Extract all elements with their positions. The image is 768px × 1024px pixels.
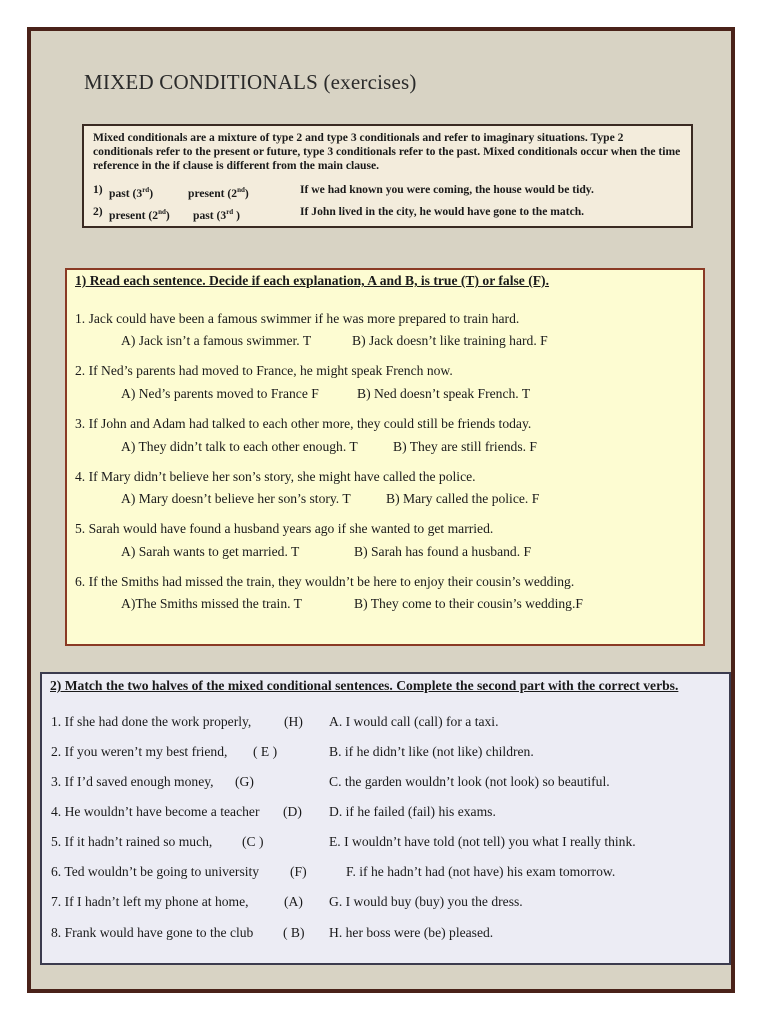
ex2-answer-5: (C ) <box>242 834 264 849</box>
ex2-right-2: B. if he didn’t like (not like) children. <box>329 744 534 759</box>
example-tense-a: past (3rd) <box>109 186 154 200</box>
ex2-left-7: 7. If I hadn’t left my phone at home, <box>51 894 249 909</box>
ex2-answer-1: (H) <box>284 714 303 729</box>
example-tense-b: past (3rd ) <box>193 208 240 222</box>
ex1-sentence-3: 3. If John and Adam had talked to each other more, they could still be friends today. <box>75 416 532 431</box>
ex2-answer-3: (G) <box>235 774 254 789</box>
ex1-sentence-4: 4. If Mary didn’t believe her son’s story, she might have called the police. <box>75 469 476 484</box>
ex1-option-a-5: A) Sarah wants to get married. T <box>121 544 300 559</box>
example-num: 1) <box>93 183 103 196</box>
ex1-option-a-3: A) They didn’t talk to each other enough. T <box>121 439 358 454</box>
ex2-right-6: F. if he hadn’t had (not have) his exam tomorrow. <box>346 864 616 879</box>
ex2-left-6: 6. Ted wouldn’t be going to university <box>51 864 260 879</box>
ex1-sentence-6: 6. If the Smiths had missed the train, they wouldn’t be here to enjoy their cousin’s wedding. <box>75 574 575 589</box>
ex2-left-4: 4. He wouldn’t have become a teacher <box>51 804 260 819</box>
example-sentence: If John lived in the city, he would have gone to the match. <box>300 205 585 218</box>
example-tense-a: present (2nd) <box>109 208 170 222</box>
intro-paragraph: Mixed conditionals are a mixture of type 2 and type 3 conditionals and refer to imaginary situations. Type 2 conditionals refer to the present or future, type 3 conditionals refer to the past. Mixed conditionals occur when the time reference in the if clause is different from the main clause. <box>93 131 681 173</box>
ex1-option-b-1: B) Jack doesn’t like training hard. F <box>352 333 548 348</box>
ex1-sentence-1: 1. Jack could have been a famous swimmer if he was more prepared to train hard. <box>75 311 520 326</box>
ex1-option-a-6: A)The Smiths missed the train. T <box>121 596 302 611</box>
page-title <box>84 70 417 95</box>
ex1-option-a-4: A) Mary doesn’t believe her son’s story. T <box>121 491 351 506</box>
example-num: 2) <box>93 205 103 218</box>
exercise-1-heading: 1) Read each sentence. Decide if each explanation, A and B, is true (T) or false (F). <box>75 273 549 288</box>
ex2-right-3: C. the garden wouldn’t look (not look) so beautiful. <box>329 774 610 789</box>
ex2-answer-8: ( B) <box>283 925 305 940</box>
ex2-left-1: 1. If she had done the work properly, <box>51 714 252 729</box>
ex2-right-1: A. I would call (call) for a taxi. <box>329 714 499 729</box>
ex2-left-3: 3. If I’d saved enough money, <box>51 774 214 789</box>
ex1-option-b-3: B) They are still friends. F <box>393 439 537 454</box>
ex1-option-b-5: B) Sarah has found a husband. F <box>354 544 532 559</box>
ex2-left-2: 2. If you weren’t my best friend, <box>51 744 228 759</box>
ex1-option-b-2: B) Ned doesn’t speak French. T <box>357 386 531 401</box>
ex1-sentence-5: 5. Sarah would have found a husband years ago if she wanted to get married. <box>75 521 494 536</box>
ex1-option-a-1: A) Jack isn’t a famous swimmer. T <box>121 333 312 348</box>
example-sentence: If we had known you were coming, the house would be tidy. <box>300 183 594 196</box>
exercise-2-heading: 2) Match the two halves of the mixed conditional sentences. Complete the second part with the correct verbs. <box>50 678 679 693</box>
ex2-answer-7: (A) <box>284 894 303 909</box>
ex2-right-8: H. her boss were (be) pleased. <box>329 925 494 940</box>
title-main: MIXED CONDITIONALS <box>84 70 318 94</box>
ex1-option-a-2: A) Ned’s parents moved to France F <box>121 386 319 401</box>
ex1-option-b-6: B) They come to their cousin’s wedding.F <box>354 596 583 611</box>
ex2-right-5: E. I wouldn’t have told (not tell) you what I really think. <box>329 834 636 849</box>
ex2-left-8: 8. Frank would have gone to the club <box>51 925 254 940</box>
ex2-right-7: G. I would buy (buy) you the dress. <box>329 894 523 909</box>
title-sub: (exercises) <box>323 70 417 94</box>
ex1-sentence-2: 2. If Ned’s parents had moved to France, he might speak French now. <box>75 363 453 378</box>
ex2-left-5: 5. If it hadn’t rained so much, <box>51 834 213 849</box>
ex2-answer-2: ( E ) <box>253 744 278 759</box>
intro-box <box>82 124 693 228</box>
ex1-option-b-4: B) Mary called the police. F <box>386 491 540 506</box>
ex2-answer-4: (D) <box>283 804 302 819</box>
ex2-answer-6: (F) <box>290 864 307 879</box>
example-tense-b: present (2nd) <box>188 186 249 200</box>
ex2-right-4: D. if he failed (fail) his exams. <box>329 804 496 819</box>
